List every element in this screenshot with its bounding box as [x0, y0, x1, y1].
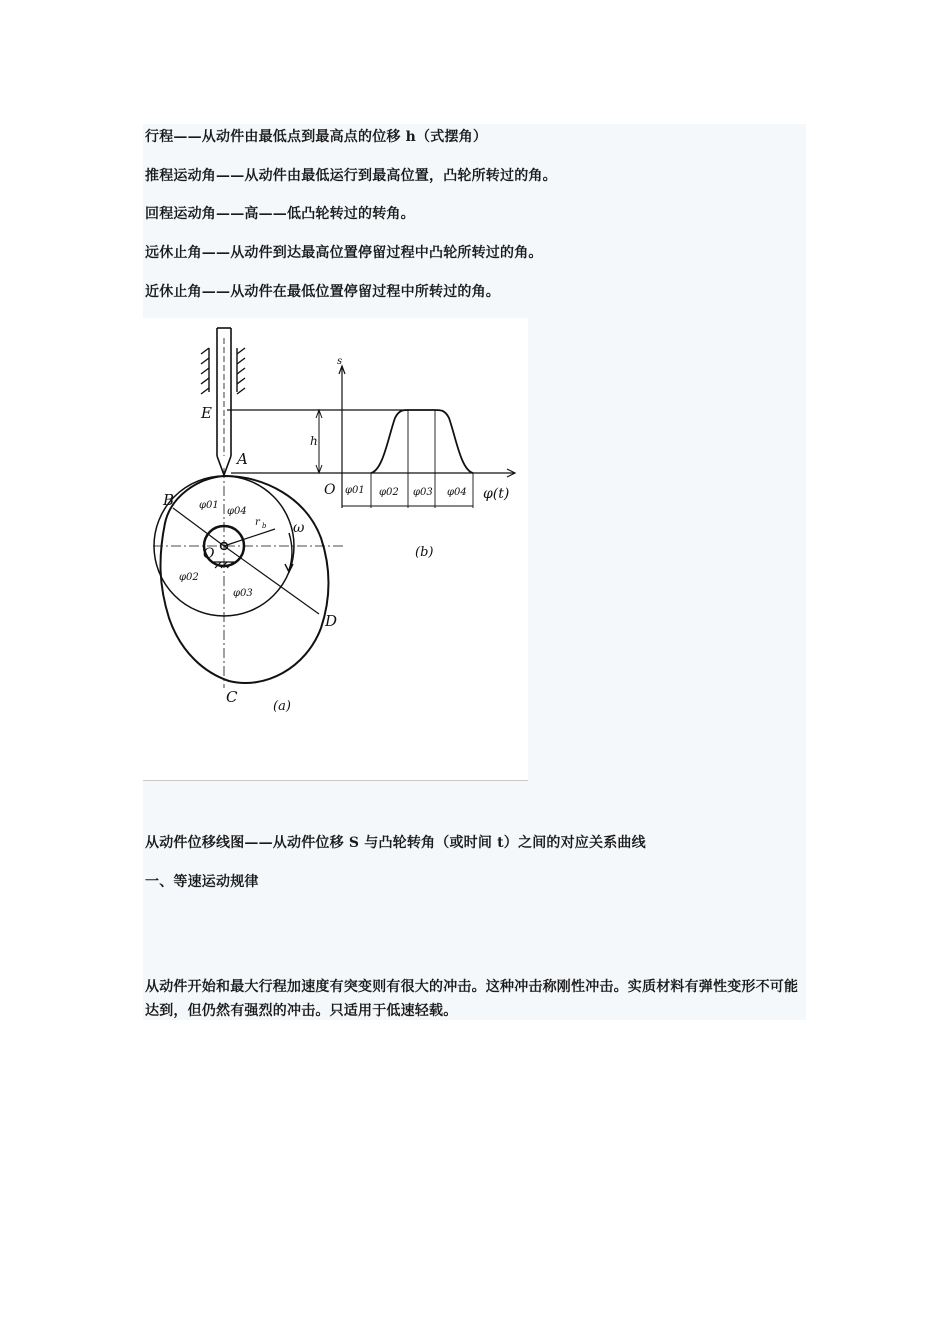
label-cam-center: O [203, 546, 215, 562]
label-phi02-cam: φ02 [179, 572, 199, 583]
label-omega: ω [293, 520, 305, 536]
rigid-impact-paragraph: 从动件开始和最大行程加速度有突变则有很大的冲击。这种冲击称刚性冲击。实质材料有弹性变形不可能达到，但仍然有强烈的冲击。只适用于低速轻载。 [145, 979, 799, 1019]
label-phi-t: φ(t) [483, 486, 510, 502]
definition-stroke: 行程——从动件由最低点到最高点的位移 h（式摆角） [145, 129, 488, 145]
caption-a: (a) [273, 699, 291, 714]
displacement-curve-definition: 从动件位移线图——从动件位移 S 与凸轮转角（或时间 t）之间的对应关系曲线 [145, 835, 646, 851]
label-rb-subscript: b [262, 522, 267, 530]
cam-diagram-svg [143, 318, 528, 780]
label-phi01-cam: φ01 [199, 500, 219, 511]
definition-rise-angle: 推程运动角——从动件由最低运行到最高位置，凸轮所转过的角。 [145, 168, 557, 184]
label-B: B [163, 491, 175, 509]
label-phi03-cam: φ03 [233, 588, 253, 599]
label-A: A [237, 450, 248, 468]
definition-far-dwell-angle: 远休止角——从动件到达最高位置停留过程中凸轮所转过的角。 [145, 245, 543, 261]
caption-b: (b) [415, 545, 434, 560]
definition-near-dwell-angle: 近休止角——从动件在最低位置停留过程中所转过的角。 [145, 284, 500, 300]
definition-return-angle: 回程运动角——高——低凸轮转过的转角。 [145, 206, 415, 222]
label-phi01-axis: φ01 [345, 485, 365, 496]
label-D: D [325, 612, 338, 630]
label-phi02-axis: φ02 [379, 487, 399, 498]
label-rb: r [255, 517, 260, 528]
cam-diagram-figure [143, 318, 528, 781]
guide-bearing [201, 348, 245, 394]
label-phi04-axis: φ04 [447, 487, 467, 498]
label-origin: O [324, 482, 336, 498]
label-E: E [201, 404, 212, 422]
label-C: C [226, 688, 238, 706]
label-h: h [310, 434, 318, 448]
label-s-axis: s [337, 356, 343, 367]
label-phi03-axis: φ03 [413, 487, 433, 498]
follower-rod [217, 328, 231, 475]
label-phi04-cam: φ04 [227, 506, 247, 517]
section-heading-uniform-motion: 一、等速运动规律 [145, 874, 259, 890]
